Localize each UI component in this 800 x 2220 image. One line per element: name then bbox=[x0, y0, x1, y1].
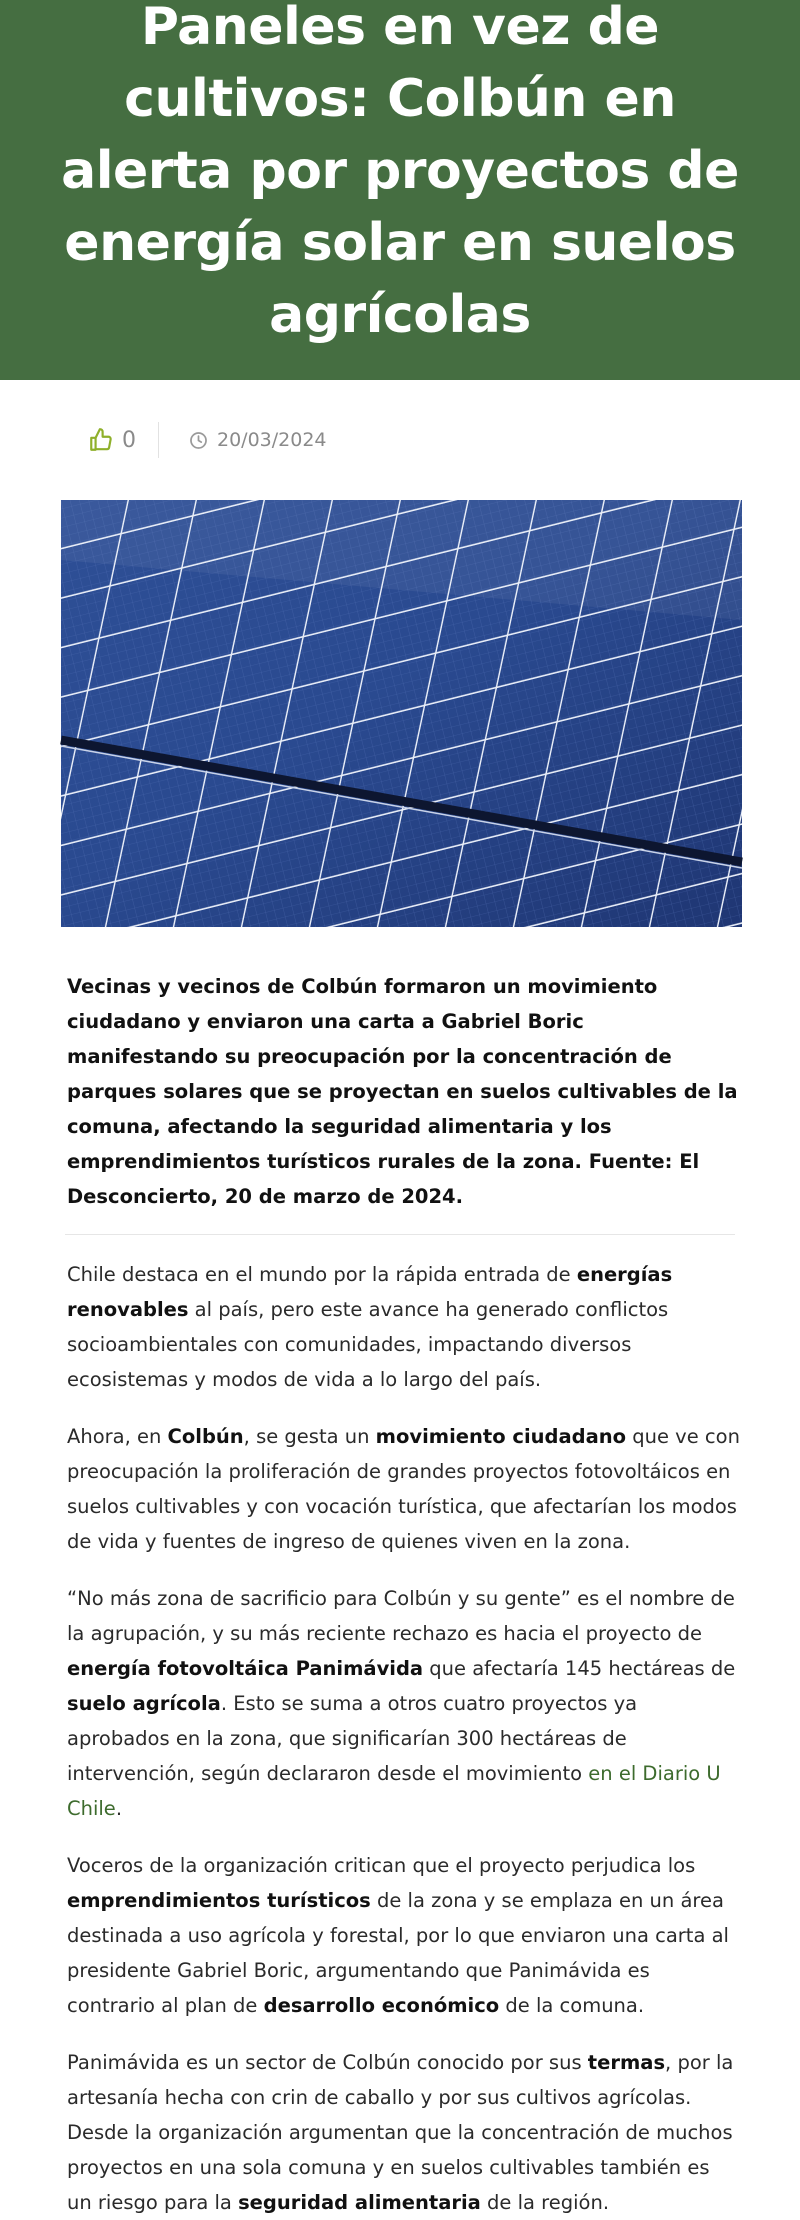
like-count: 0 bbox=[122, 427, 136, 453]
thumbs-up-icon bbox=[88, 427, 114, 453]
divider bbox=[65, 1234, 735, 1235]
paragraph-2: Ahora, en Colbún, se gesta un movimiento ciudadano que ve con preocupación la proliferación de grandes proyectos fotovoltáicos en suelos cultivables y con vocación turística, que afectarían los modos de vida y fuentes de ingreso de quienes viven en la zona. bbox=[67, 1425, 740, 1553]
article-title: Paneles en vez de cultivos: Colbún en alerta por proyectos de energía solar en suelos agrícolas bbox=[61, 0, 739, 345]
diario-uchile-link[interactable]: en el Diario U Chile bbox=[67, 1762, 721, 1820]
paragraph-5: Panimávida es un sector de Colbún conocido por sus termas, por la artesanía hecha con crin de caballo y por sus cultivos agrícolas. Desde la organización argumentan que la concentración de muchos proyectos en una sola comuna y en suelos cultivables también es un riesgo para la seguridad alimentaria de la región. bbox=[67, 2051, 734, 2214]
article-body bbox=[67, 1257, 740, 2220]
paragraph-3: “No más zona de sacrificio para Colbún y su gente” es el nombre de la agrupación, y su más reciente rechazo es hacia el proyecto de energía fotovoltáica Panimávida que afectaría 145 hectáreas de suelo agrícola. Esto se suma a otros cuatro proyectos ya aprobados en la zona, que significarían 300 hectáreas de intervención, según declararon desde el movimiento en el Diario U Chile. bbox=[67, 1587, 736, 1820]
clock-icon bbox=[189, 431, 208, 450]
solar-panels-image bbox=[61, 500, 742, 927]
article-lead: Vecinas y vecinos de Colbún formaron un movimiento ciudadano y enviaron una carta a Gabriel Boric manifestando su preocupación por la concentración de parques solares que se proyectan en suelos cultivables de la comuna, afectando la seguridad alimentaria y los emprendimientos turísticos rurales de la zona. Fuente: El Desconcierto, 20 de marzo de 2024. bbox=[67, 975, 738, 1208]
paragraph-4: Voceros de la organización critican que el proyecto perjudica los emprendimientos turísticos de la zona y se emplaza en un área destinada a uso agrícola y forestal, por lo que enviaron una carta al presidente Gabriel Boric, argumentando que Panimávida es contrario al plan de desarrollo económico de la comuna. bbox=[67, 1854, 729, 2017]
article-meta bbox=[0, 380, 800, 500]
paragraph-1: Chile destaca en el mundo por la rápida entrada de energías renovables al país, pero este avance ha generado conflictos socioambientales con comunidades, impactando diversos ecosistemas y modos de vida a lo largo del país. bbox=[67, 1263, 673, 1391]
date-text: 20/03/2024 bbox=[217, 429, 327, 451]
hero-banner bbox=[0, 0, 800, 380]
publish-date bbox=[159, 429, 327, 451]
like-button[interactable] bbox=[88, 422, 159, 458]
